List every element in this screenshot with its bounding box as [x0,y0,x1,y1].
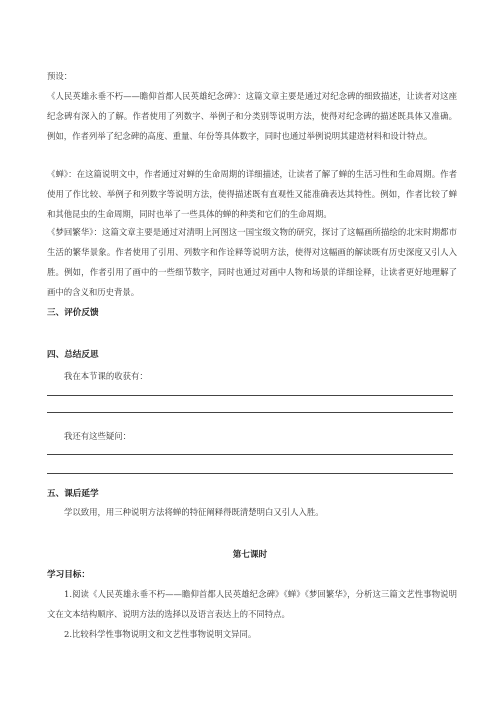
answer-line [47,412,453,413]
objectives-label: 学习目标： [47,570,90,580]
paragraph-monument: 《人民英雄永垂不朽——瞻仰首都人民英雄纪念碑》：这篇文章主要是通过对纪念碑的细致描述，让读者对这座纪念碑有深入的了解。作者使用了列数字、举例子和分类别等说明方法，使得对纪念碑的描述既具体又准确。例如，作者列举了纪念碑的高度、重量、年份等具体数字，同时也通过举例说明其建造材料和设计特点。 [47,91,457,141]
objective-item: 2.比较科学性事物说明文和文艺性事物说明文异同。 [64,629,257,639]
reflection-gains-prompt: 我在本节课的收获有： [64,371,148,381]
answer-line [47,473,453,474]
paragraph-cicada: 《蝉》：在这篇说明文中，作者通过对蝉的生命周期的详细描述，让读者了解了蝉的生活习性和生命周期。作者使用了作比较、举例子和列数字等说明方法，使得描述既有直观性又能准确表达其特性。例如，作者比较了蝉和其他昆虫的生命周期，同时也举了一些具体的蝉的种类和它们的生命周期。 [47,169,457,219]
section-heading-reflection: 四、总结反思 [47,350,99,360]
section-heading-homework: 五、课后延学 [47,489,99,499]
homework-text: 学以致用，用三种说明方法将蝉的特征阐释得既清楚明白又引人入胜。 [64,507,324,517]
answer-line [47,454,453,455]
reflection-questions-prompt: 我还有这些疑问： [64,431,131,441]
objective-item: 1.阅读《人民英雄永垂不朽——瞻仰首都人民英雄纪念碑》《蝉》《梦回繁华》，分析这三篇文艺性事物说明文在文本结构顺序、说明方法的选择以及语言表达上的不同特点。 [47,589,457,619]
lesson-title: 第七课时 [232,550,268,560]
paragraph-qingming: 《梦回繁华》：这篇文章主要是通过对清明上河图这一国宝级文物的研究，探讨了这幅画所描绘的北宋时期都市生活的繁华景象。作者使用了引用、列数字和作诠释等说明方法，使得对这幅画的解读既有历史深度又引人入胜。例如，作者引用了画中的一些细节数字，同时也通过对画中人物和场景的详细诠释，让读者更好地理解了画中的含义和历史背景。 [47,227,457,297]
answer-line [47,395,453,396]
preview-label: 预设： [47,71,73,81]
section-heading-evaluation: 三、评价反馈 [47,308,99,318]
